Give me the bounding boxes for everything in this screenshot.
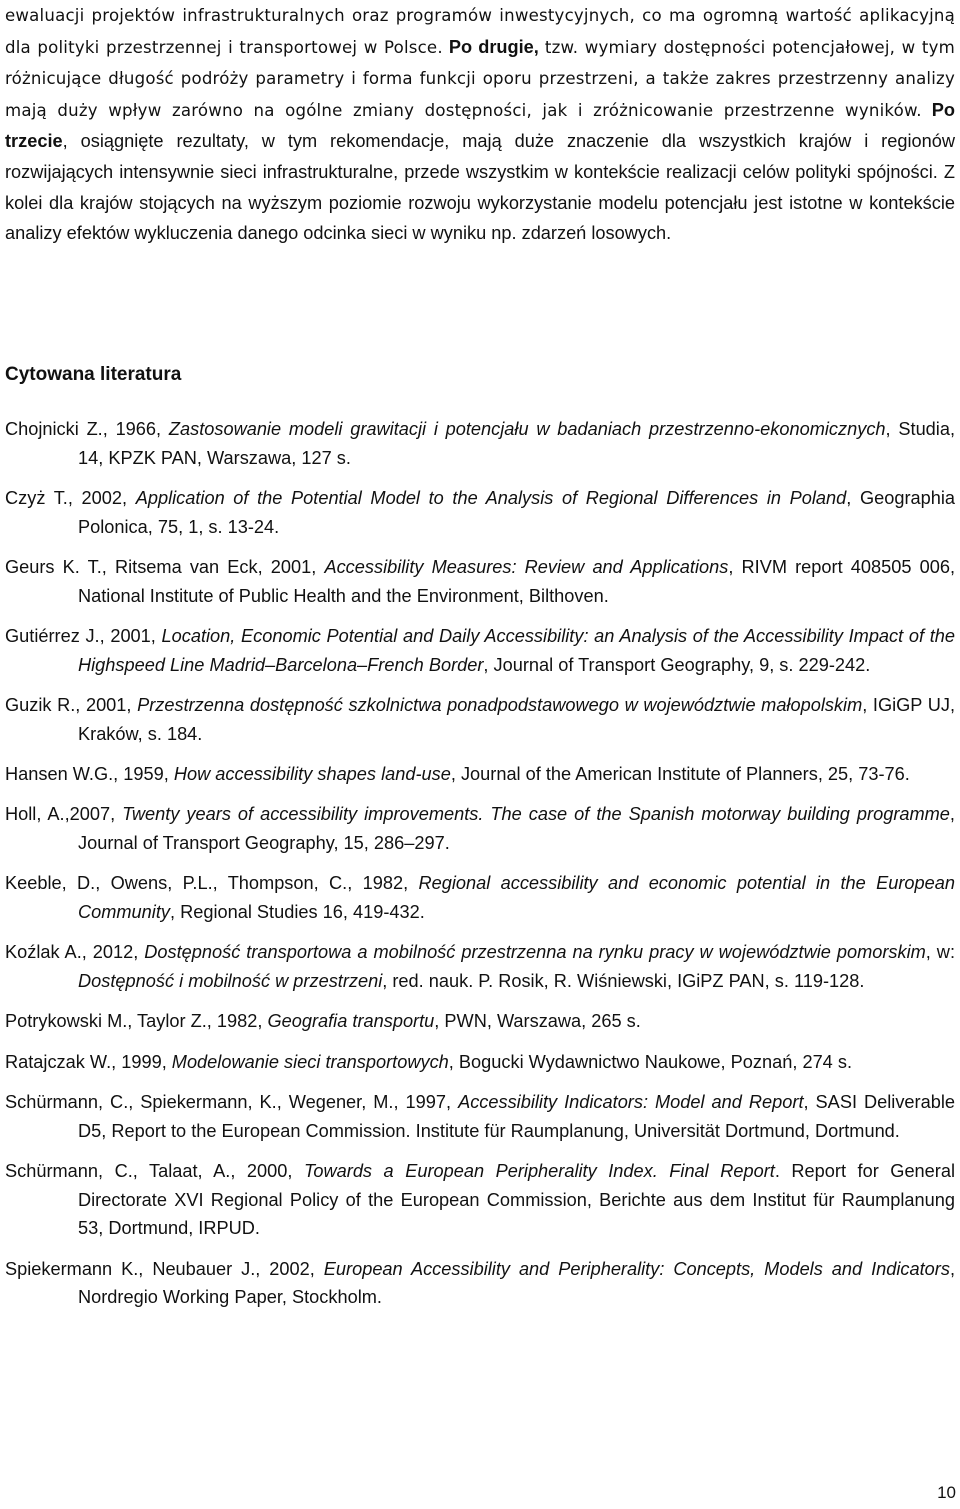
reference-title: Accessibility Measures: Review and Applications [324,556,729,577]
reference-pre: Spiekermann K., Neubauer J., 2002, [5,1258,324,1279]
reference-pre: Holl, A.,2007, [5,804,123,825]
reference-post: , w: [925,942,955,963]
reference-title: Towards a European Peripherality Index. Final Report [303,1161,775,1182]
reference-post: , Nordregio Working Paper, Stockholm. [78,1258,955,1308]
reference-item [5,800,955,857]
reference-title: European Accessibility and Peripherality: Concepts, Models and Indicators [323,1258,950,1279]
reference-item [5,691,955,748]
reference-post: , SASI Deliverable D5, Report to the European Commission. Institute für Raumplanung, Universität Dortmund, Dortmund. [78,1092,955,1141]
intro-bold-1: Po drugie, [448,36,539,57]
reference-pre: Keeble, D., Owens, P.L., Thompson, C., 1982, [5,873,419,894]
reference-post: , PWN, Warszawa, 265 s. [434,1011,641,1032]
reference-pre: Schürmann, C., Spiekermann, K., Wegener, M., 1997, [5,1092,459,1113]
reference-item [5,415,955,472]
reference-title: Dostępność transportowa a mobilność przestrzenna na rynku pracy w województwie pomorskim [144,942,926,963]
reference-post: , Geographia Polonica, 75, 1, s. 13-24. [78,487,956,537]
reference-pre: Koźlak A., 2012, [5,942,145,963]
reference-item [5,553,955,610]
reference-title: Modelowanie sieci transportowych [171,1051,449,1072]
reference-post: , Journal of Transport Geography, 15, 286–297. [78,804,955,853]
reference-pre: Schürmann, C., Talaat, A., 2000, [5,1161,304,1182]
reference-item [5,938,955,995]
reference-item [5,622,955,679]
reference-item [5,1048,955,1077]
reference-title2: Dostępność i mobilność w przestrzeni [78,970,383,991]
page-number: 10 [937,1483,956,1502]
reference-item [5,1007,955,1036]
reference-title: Application of the Potential Model to the Analysis of Regional Differences in Poland [135,487,847,508]
reference-title: Zastosowanie modeli grawitacji i potencjału w badaniach przestrzenno-ekonomicznych [168,419,886,439]
reference-pre: Guzik R., 2001, [5,694,138,715]
reference-title: Location, Economic Potential and Daily Accessibility: an Analysis of the Accessibility Impact of the Highspeed Line Madrid–Barcelona–French Border [78,625,955,675]
reference-post: , Studia, 14, KPZK PAN, Warszawa, 127 s. [78,419,956,468]
reference-list [5,415,955,1324]
reference-post: , Regional Studies 16, 419-432. [169,901,425,922]
reference-pre: Chojnicki Z., 1966, [5,419,169,439]
intro-sentence-2: tzw. wymiary dostępności potencjałowej, w tym różnicujące długość podróży parametry i forma funkcji oporu przestrzeni, a także zakres przestrzenny analizy mają duży wpływ zarówno na ogólne zmiany dostępności, jak i zróżnicowanie przestrzenne wyników. [5,37,955,120]
reference-item [5,869,955,926]
page [5,0,956,1308]
section-heading: Cytowana literatura [5,364,182,385]
reference-pre: Potrykowski M., Taylor Z., 1982, [5,1011,268,1032]
reference-item [5,1088,955,1145]
reference-post: , Bogucki Wydawnictwo Naukowe, Poznań, 274 s. [448,1051,852,1072]
reference-title: Geografia transportu [267,1011,435,1032]
reference-item [5,484,955,541]
reference-pre: Gutiérrez J., 2001, [5,625,162,646]
reference-post: , Journal of Transport Geography, 9, s. 229-242. [483,654,871,675]
reference-pre: Hansen W.G., 1959, [5,763,174,784]
reference-title: Accessibility Indicators: Model and Report [458,1092,804,1113]
reference-item [5,1157,955,1243]
intro-paragraph [5,0,955,249]
intro-sentence-1: ewaluacji projektów infrastrukturalnych oraz programów inwestycyjnych, co ma ogromną wartość aplikacyjną dla polityki przestrzennej i transportowej w Polsce. [5,6,955,57]
reference-pre: Czyż T., 2002, [5,487,136,508]
reference-post: , RIVM report 408505 006, National Institute of Public Health and the Environment, Bilthoven. [78,556,955,606]
reference-title: Twenty years of accessibility improvements. The case of the Spanish motorway building programme [122,804,950,825]
reference-pre: Ratajczak W., 1999, [5,1051,172,1072]
reference-post2: , red. nauk. P. Rosik, R. Wiśniewski, IGiPZ PAN, s. 119-128. [382,970,865,991]
reference-title: Przestrzenna dostępność szkolnictwa ponadpodstawowego w województwie małopolskim [137,694,863,715]
reference-title: How accessibility shapes land-use [173,763,451,784]
reference-item [5,1255,955,1312]
reference-post: , IGiGP UJ, Kraków, s. 184. [78,694,955,744]
intro-bold-2: Po trzecie [5,99,955,152]
reference-post: . Report for General Directorate XVI Regional Policy of the European Commission, Berichte aus dem Institut für Raumplanung 53, Dortmund, IRPUD. [78,1161,956,1239]
intro-sentence-3: , osiągnięte rezultaty, w tym rekomendacje, mają duże znaczenie dla wszystkich krajów i regionów rozwijających intensywnie sieci infrastrukturalne, przede wszystkim w kontekście realizacji celów polityki spójności. Z kolei dla krajów stojących na wyższym poziomie rozwoju wykorzystanie modelu potencjału jest istotne w kontekście analizy efektów wykluczenia danego odcinka sieci w wyniku np. zdarzeń losowych. [5,131,955,244]
reference-item [5,760,955,789]
reference-pre: Geurs K. T., Ritsema van Eck, 2001, [5,556,325,577]
reference-title: Regional accessibility and economic potential in the European Community [78,873,955,922]
reference-post: , Journal of the American Institute of Planners, 25, 73-76. [450,763,910,784]
